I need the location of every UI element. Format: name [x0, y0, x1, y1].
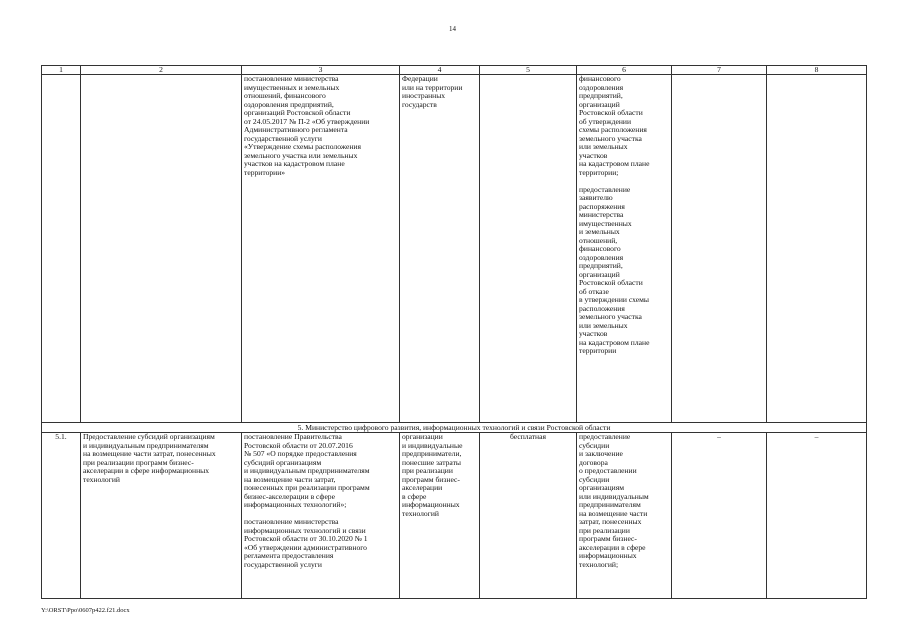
services-table — [41, 65, 867, 599]
page-number: 14 — [449, 25, 456, 33]
fee-cell: бесплатная — [480, 433, 577, 599]
header-cell: 6 — [577, 66, 672, 75]
header-cell: 7 — [672, 66, 767, 75]
fee-cell — [480, 75, 577, 423]
file-path-footer: Y:\ORST\Ppo\0607p422.f21.docx — [41, 607, 130, 614]
table-row — [42, 433, 867, 599]
result-cell: предоставление субсидии и заключение договора о предоставлении субсидии организациям или индивидуальным предпринимателям на возмещение части затрат, понесенных при реализации программ бизнес- акселерации в сфере информационных технологий; — [577, 433, 672, 599]
header-cell: 3 — [242, 66, 400, 75]
legal-basis-cell: постановление Правительства Ростовской области от 20.07.2016 № 507 «О порядке предоставления субсидий организациям и индивидуальным предпринимателям на возмещение части затрат, понесенных при реализации программ бизнес-акселерации в сфере информационных технологий»; постановление министерства информационных технологий и связи Ростовской области от 30.10.2020 № 1 «Об утверждении административного регламента предоставления государственной услуги — [242, 433, 400, 599]
column-7-cell — [672, 75, 767, 423]
column-8-cell: – — [767, 433, 867, 599]
applicants-cell: организации и индивидуальные предприниматели, понесшие затраты при реализации программ бизнес- акселерации в сфере информационных технологий — [400, 433, 480, 599]
row-number-cell — [42, 75, 81, 423]
header-cell: 5 — [480, 66, 577, 75]
service-name-cell: Предоставление субсидий организациям и индивидуальным предпринимателям на возмещение части затрат, понесенных при реализации программ бизнес- акселерации в сфере информационных технологий — [81, 433, 242, 599]
header-cell: 4 — [400, 66, 480, 75]
column-8-cell — [767, 75, 867, 423]
row-number-cell: 5.1. — [42, 433, 81, 599]
legal-basis-cell: постановление министерства имущественных и земельных отношений, финансового оздоровления предприятий, организаций Ростовской области от 24.05.2017 № П-2 «Об утверждении Административного регламента государственной услуги «Утверждение схемы расположения земельного участка или земельных участков на кадастровом плане территории» — [242, 75, 400, 423]
result-cell: финансового оздоровления предприятий, организаций Ростовской области об утверждении схемы расположения земельного участка или земельных участков на кадастровом плане территории; предоставление заявителю распоряжения министерства имущественных и земельных отношений, финансового оздоровления предприятий, организаций Ростовской области об отказе в утверждении схемы расположения земельного участка или земельных участков на кадастровом плане территории — [577, 75, 672, 423]
column-7-cell: – — [672, 433, 767, 599]
section-row — [42, 423, 867, 433]
service-name-cell — [81, 75, 242, 423]
section-title: 5. Министерство цифрового развития, информационных технологий и связи Ростовской области — [42, 423, 867, 433]
header-row — [42, 66, 867, 75]
header-cell: 8 — [767, 66, 867, 75]
header-cell: 2 — [81, 66, 242, 75]
applicants-cell: Федерации или на территории иностранных государств — [400, 75, 480, 423]
table-row — [42, 75, 867, 423]
header-cell: 1 — [42, 66, 81, 75]
